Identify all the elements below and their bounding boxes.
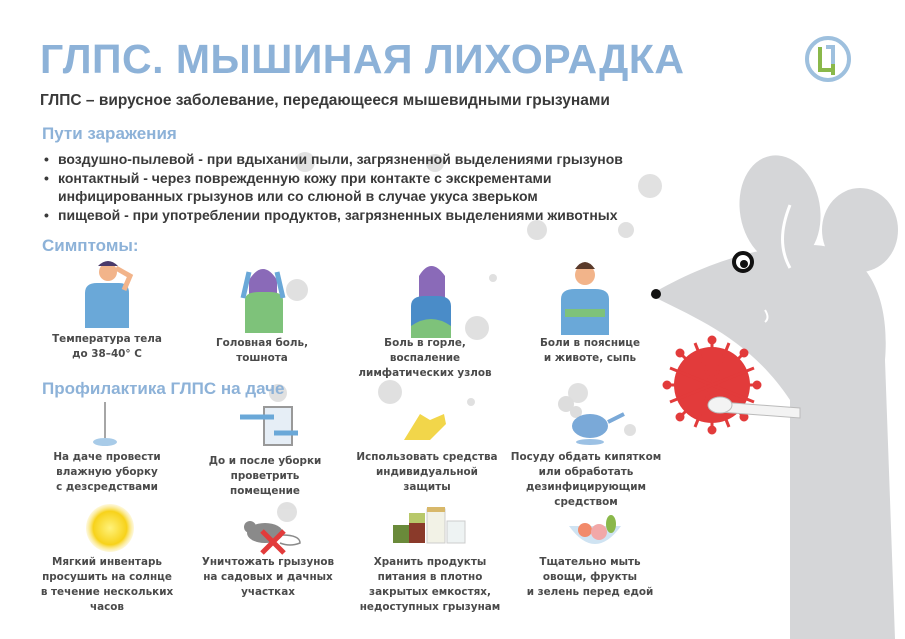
mop-icon [85,400,125,450]
mouse-holding-virus-illustration [640,150,905,639]
transmission-item-contact: • контактный - через поврежденную кожу при контакте с экскрементами инфицированных грызунов или со слюной в случае укуса зверьком [42,169,623,206]
symptoms-heading: Симптомы: [42,236,139,255]
prevention-boil-dishes: Посуду обдать кипятком или обработать дезинфицирующим средством [510,451,662,508]
symptom-back-pain: Боли в пояснице и животе, сыпь [539,337,641,364]
transmission-list [42,150,623,224]
prevention-protective-gear: Использовать средства индивидуальной защиты [356,451,498,493]
prevention-wash-produce: Тщательно мыть овощи, фрукты и зелень перед едой [526,556,654,598]
crossed-rat-icon [240,505,305,555]
prevention-dry-in-sun: Мягкий инвентарь просушить на солнце в течение нескольких часов [40,556,174,613]
symptom-fever: Температура тела до 38–40° С [52,333,162,360]
jars-icon [385,505,475,545]
open-window-icon [238,405,298,447]
headache-person-icon [235,258,295,333]
prevention-heading: Профилактика ГЛПС на даче [42,379,285,398]
transmission-heading: Пути заражения [42,124,177,143]
transmission-item-food: • пищевой - при употреблении продуктов, загрязненных выделениями животных [42,206,623,225]
symptom-sore-throat: Боль в горле, воспаление лимфатических узлов [358,337,492,379]
prevention-store-food: Хранить продукты питания в плотно закрытых емкостях, недоступных грызунам [359,556,501,613]
circle-logo-icon [803,34,853,84]
virus-icon [664,337,760,433]
page-title: ГЛПС. МЫШИНАЯ ЛИХОРАДКА [40,36,685,82]
gloves-icon [400,410,450,445]
kettle-icon [548,392,628,447]
sore-throat-person-icon [405,258,460,338]
transmission-item-airborne: • воздушно-пылевой - при вдыхании пыли, загрязненной выделениями грызунов [42,150,623,169]
symptom-headache: Головная боль, тошнота [215,337,309,364]
prevention-exterminate-rodents: Уничтожать грызунов на садовых и дачных участках [201,556,335,598]
fever-person-icon [80,258,135,328]
fruit-bowl-icon [565,512,625,552]
prevention-wet-cleaning: На даче провести влажную уборку с дезсредствами [53,451,161,493]
prevention-ventilate: До и после уборки проветрить помещение [208,455,322,497]
sun-icon [85,503,135,553]
back-pain-person-icon [555,255,615,335]
page-subtitle: ГЛПС – вирусное заболевание, передающееся мышевидными грызунами [40,92,610,109]
